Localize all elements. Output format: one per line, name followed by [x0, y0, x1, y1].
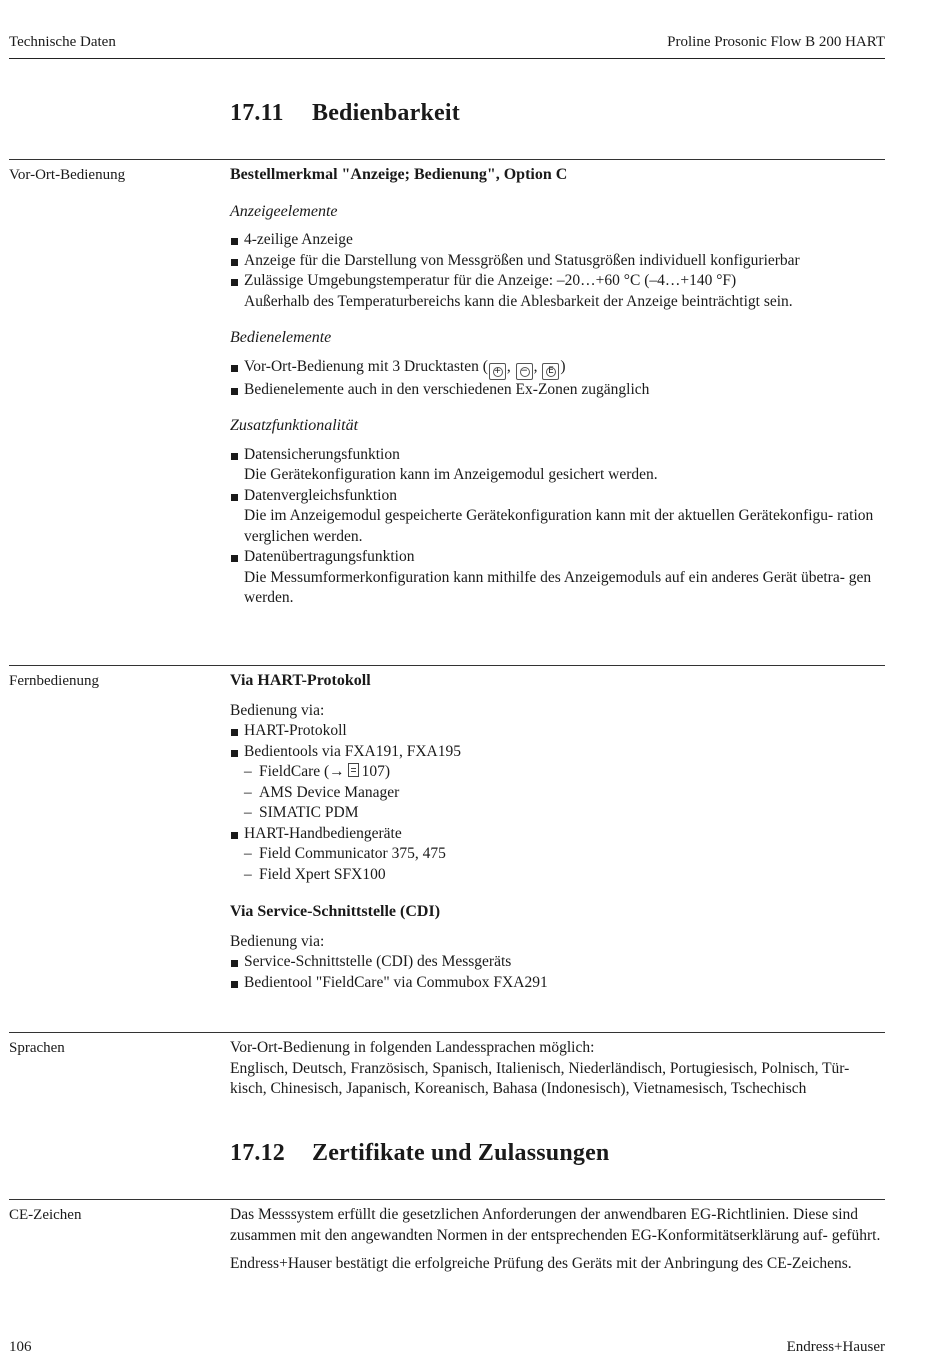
list-item: Anzeige für die Darstellung von Messgrößen und Statusgrößen individuell konfigurierbar [230, 251, 886, 272]
label-ce-zeichen: CE-Zeichen [9, 1207, 82, 1223]
sprachen-content [230, 1038, 886, 1100]
list-item [230, 762, 886, 783]
plus-key-icon: + [489, 363, 506, 380]
header-section-title: Technische Daten [9, 34, 116, 50]
ce-paragraph-1: Das Messsystem erfüllt die gesetzlichen Anforderungen der anwendbaren EG-Richtlinien. Diese sind zusammen mit den angewandten Normen in der entsprechenden EG-Konformitätserklärung auf- geführt. [230, 1206, 881, 1244]
fieldcare-text: FieldCare (→ [259, 763, 345, 780]
zusatz-list [230, 445, 886, 609]
list-item: HART-Handbediengeräte [230, 824, 886, 845]
bedientools-text: Bedientools via FXA191, FXA195 [244, 742, 461, 760]
list-item [230, 547, 886, 609]
bedienelemente-title: Bedienelemente [230, 329, 332, 346]
temperature-note: Außerhalb des Temperaturbereichs kann die Ablesbarkeit der Anzeige beinträchtigt sein. [244, 292, 793, 310]
handheld-list-head [230, 824, 886, 845]
function-desc: Die Gerätekonfiguration kann im Anzeigemodul gesichert werden. [244, 466, 658, 483]
vor-ort-content [230, 165, 886, 609]
hart-intro: Bedienung via: [230, 701, 325, 719]
fern-content [230, 671, 886, 993]
list-item: – SIMATIC PDM [230, 803, 886, 824]
order-feature-heading: Bestellmerkmal "Anzeige; Bedienung", Option C [230, 166, 568, 183]
cdi-intro: Bedienung via: [230, 932, 325, 950]
page-number: 106 [9, 1339, 32, 1355]
separator: , [533, 357, 538, 375]
hart-heading: Via HART-Protokoll [230, 672, 371, 689]
section-number: 17.11 [230, 100, 284, 126]
section-title: Bedienbarkeit [312, 100, 460, 126]
label-sprachen: Sprachen [9, 1040, 65, 1056]
list-item: Bedienelemente auch in den verschiedenen Ex-Zonen zugänglich [230, 380, 886, 401]
section-title: Zertifikate und Zulassungen [312, 1140, 610, 1166]
list-item: Bedientool "FieldCare" via Commubox FXA291 [230, 973, 886, 994]
divider [9, 665, 885, 666]
function-desc: Die im Anzeigemodul gespeicherte Gerätekonfiguration kann mit der aktuellen Gerätekonfigu- ration verglichen werden. [244, 507, 874, 545]
sprachen-intro: Vor-Ort-Bedienung in folgenden Landessprachen möglich: [230, 1039, 595, 1056]
keys-text: Vor-Ort-Bedienung mit 3 Drucktasten ( [244, 357, 488, 375]
header-rule [9, 58, 885, 59]
ce-content [230, 1205, 886, 1275]
function-desc: Die Messumformerkonfiguration kann mithilfe des Anzeigemoduls auf ein anderes Gerät übetra- gen werden. [244, 568, 872, 606]
header-product-title: Proline Prosonic Flow B 200 HART [667, 34, 885, 50]
keys-text-end: ) [560, 357, 566, 375]
list-item: Service-Schnittstelle (CDI) des Messgeräts [230, 952, 886, 973]
zusatz-title: Zusatzfunktionalität [230, 417, 359, 434]
page-reference-icon [348, 763, 359, 777]
function-name: Datenvergleichsfunktion [244, 486, 397, 504]
divider [9, 1199, 885, 1200]
ce-paragraph-2: Endress+Hauser bestätigt die erfolgreiche Prüfung des Geräts mit der Anbringung des CE-Zeichens. [230, 1255, 852, 1272]
tools-list [230, 762, 886, 824]
divider [9, 159, 885, 160]
label-fernbedienung: Fernbedienung [9, 673, 99, 689]
label-vor-ort-bedienung: Vor-Ort-Bedienung [9, 167, 126, 183]
cdi-list [230, 952, 886, 993]
list-item: 4-zeilige Anzeige [230, 230, 886, 251]
function-name: Datensicherungsfunktion [244, 445, 400, 463]
list-item [230, 357, 886, 380]
handheld-list [230, 844, 886, 885]
footer-brand: Endress+Hauser [786, 1339, 885, 1355]
bedien-list [230, 357, 886, 401]
hart-list [230, 721, 886, 762]
fieldcare-page: 107) [361, 763, 391, 780]
section-number: 17.12 [230, 1140, 285, 1166]
anzeigeelemente-title: Anzeigeelemente [230, 202, 338, 220]
divider [9, 1032, 885, 1033]
separator: , [506, 357, 511, 375]
list-item: – Field Xpert SFX100 [230, 865, 886, 886]
temperature-range: Zulässige Umgebungstemperatur für die Anzeige: –20…+60 °C (–4…+140 °F) [244, 272, 737, 289]
list-item: HART-Protokoll [230, 721, 886, 742]
anzeige-list [230, 230, 886, 312]
list-item [230, 486, 886, 548]
list-item [230, 445, 886, 486]
list-item [230, 742, 886, 763]
section-heading-17-12 [230, 1140, 609, 1167]
sprachen-list: Englisch, Deutsch, Französisch, Spanisch, Italienisch, Niederländisch, Portugiesisch, Polnisch, Tür- kisch, Chinesisch, Japanisch, Koreanisch, Bahasa (Indonesisch), Vietnamesisch, Tschechisch [230, 1059, 850, 1097]
list-item: – Field Communicator 375, 475 [230, 844, 886, 865]
section-heading-17-11 [230, 100, 460, 127]
minus-key-icon: − [516, 363, 533, 380]
function-name: Datenübertragungsfunktion [244, 548, 415, 565]
cdi-heading: Via Service-Schnittstelle (CDI) [230, 903, 441, 920]
list-item: – AMS Device Manager [230, 783, 886, 804]
enter-key-icon: E [542, 363, 559, 380]
list-item [230, 271, 886, 312]
